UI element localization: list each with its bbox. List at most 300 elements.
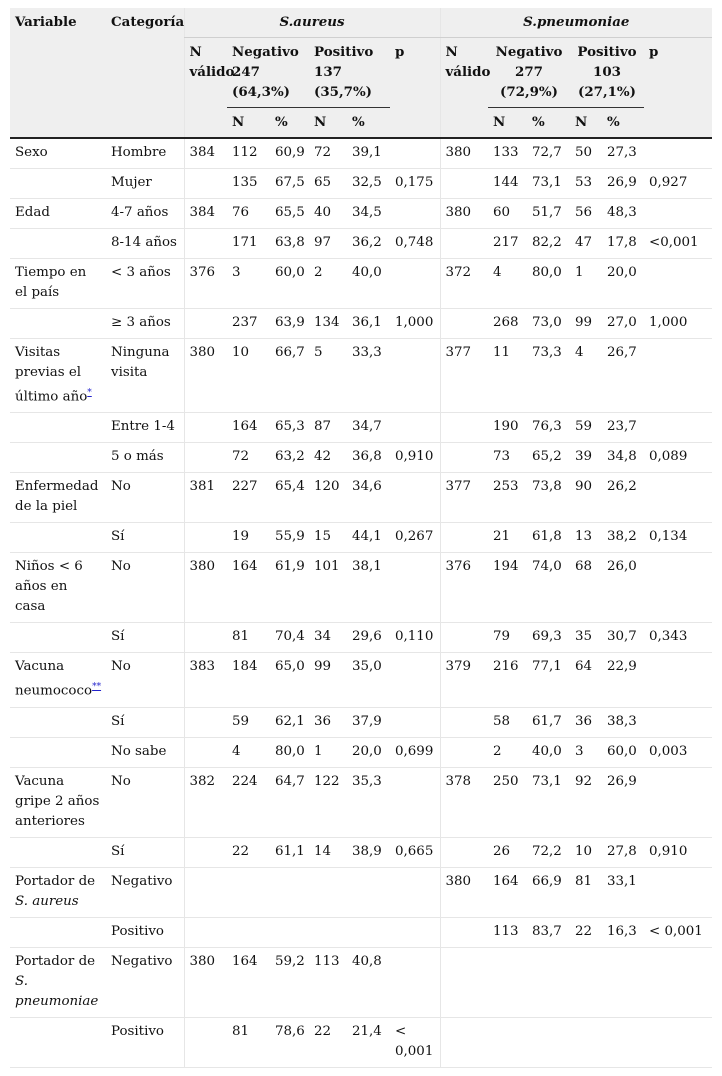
table-cell: 34,6 (347, 473, 390, 523)
table-row (10, 523, 712, 553)
header-sp-n-valido: N válido (440, 38, 488, 108)
table-row (10, 339, 712, 413)
table-cell: 50 (570, 138, 602, 169)
table-cell: 44,1 (347, 523, 390, 553)
table-cell: 33,3 (347, 339, 390, 413)
table-cell: 1,000 (390, 309, 440, 339)
header-sa-p: p (390, 38, 440, 108)
table-cell: 48,3 (602, 199, 644, 229)
table-cell: 38,1 (347, 553, 390, 623)
table-row (10, 837, 712, 867)
table-cell: 237 (227, 309, 270, 339)
table-cell (440, 413, 488, 443)
table-cell (440, 169, 488, 199)
table-cell: 0,089 (644, 443, 712, 473)
table-cell: 64,7 (270, 767, 309, 837)
table-row (10, 867, 712, 917)
table-cell: 4 (488, 259, 527, 309)
table-cell: Vacuna gripe 2 años anteriores (10, 767, 106, 837)
table-cell: 60,0 (270, 259, 309, 309)
table-cell: 4 (570, 339, 602, 413)
table-cell: 55,9 (270, 523, 309, 553)
table-cell: No (106, 653, 184, 707)
table-cell: 59,2 (270, 947, 309, 1017)
table-cell: 73,0 (527, 309, 570, 339)
table-cell: 73,1 (527, 169, 570, 199)
table-cell: 59 (227, 707, 270, 737)
table-cell: 253 (488, 473, 527, 523)
table-cell: 372 (440, 259, 488, 309)
table-cell (390, 917, 440, 947)
table-cell (10, 737, 106, 767)
table-cell: 76,3 (527, 413, 570, 443)
table-cell: 164 (227, 413, 270, 443)
header-n: N (570, 108, 602, 139)
table-cell: Sí (106, 707, 184, 737)
table-cell: 164 (227, 947, 270, 1017)
table-cell: 73,1 (527, 767, 570, 837)
header-pct: % (602, 108, 644, 139)
table-cell (440, 623, 488, 653)
table-cell: 376 (440, 553, 488, 623)
table-cell: 51,7 (527, 199, 570, 229)
table-cell: 3 (570, 737, 602, 767)
table-cell: Portador de S. pneumoniae (10, 947, 106, 1017)
footnote-link[interactable]: ** (92, 682, 102, 693)
table-cell (390, 947, 440, 1017)
table-cell: 26,7 (602, 339, 644, 413)
table-cell (390, 653, 440, 707)
table-cell: 216 (488, 653, 527, 707)
table-cell (644, 1017, 712, 1067)
table-cell: 2 (309, 259, 347, 309)
table-cell: 61,8 (527, 523, 570, 553)
table-cell: 40 (309, 199, 347, 229)
table-cell: 378 (440, 767, 488, 837)
table-cell: No (106, 767, 184, 837)
table-cell: Vacuna neumococo** (10, 653, 106, 707)
table-cell: 63,9 (270, 309, 309, 339)
table-cell: 37,9 (347, 707, 390, 737)
table-cell: 10 (227, 339, 270, 413)
table-cell (644, 473, 712, 523)
table-cell: 36,1 (347, 309, 390, 339)
table-cell: 376 (184, 259, 227, 309)
table-cell: 65,5 (270, 199, 309, 229)
table-cell (644, 653, 712, 707)
table-row (10, 259, 712, 309)
table-cell: Entre 1-4 (106, 413, 184, 443)
table-cell (184, 1017, 227, 1067)
table-cell: 83,7 (527, 917, 570, 947)
table-cell (390, 553, 440, 623)
table-cell (227, 917, 270, 947)
table-cell: 379 (440, 653, 488, 707)
table-cell: 74,0 (527, 553, 570, 623)
table-cell (10, 309, 106, 339)
table-cell: 56 (570, 199, 602, 229)
table-cell: 82,2 (527, 229, 570, 259)
table-cell: Visitas previas el último año* (10, 339, 106, 413)
table-cell (440, 947, 488, 1017)
table-cell (644, 199, 712, 229)
table-cell: 5 o más (106, 443, 184, 473)
table-cell: 36 (570, 707, 602, 737)
table-cell: 72 (227, 443, 270, 473)
table-cell: Positivo (106, 917, 184, 947)
table-cell: 11 (488, 339, 527, 413)
table-cell: 58 (488, 707, 527, 737)
table-cell: < 0,001 (390, 1017, 440, 1067)
table-cell (440, 443, 488, 473)
table-cell: 87 (309, 413, 347, 443)
table-cell: 164 (488, 867, 527, 917)
table-cell: 120 (309, 473, 347, 523)
table-cell (644, 413, 712, 443)
table-cell (644, 259, 712, 309)
table-cell: 380 (440, 867, 488, 917)
table-cell: < 0,001 (644, 917, 712, 947)
table-cell: 383 (184, 653, 227, 707)
table-cell: < 3 años (106, 259, 184, 309)
table-cell: 2 (488, 737, 527, 767)
table-cell: 1,000 (644, 309, 712, 339)
table-row (10, 1017, 712, 1067)
table-cell: 79 (488, 623, 527, 653)
table-cell (10, 837, 106, 867)
table-cell: 0,748 (390, 229, 440, 259)
table-cell: Niños < 6 años en casa (10, 553, 106, 623)
table-cell: 34 (309, 623, 347, 653)
table-cell (390, 339, 440, 413)
table-cell: 384 (184, 138, 227, 169)
table-cell: 72 (309, 138, 347, 169)
table-cell: 1 (570, 259, 602, 309)
table-cell (390, 199, 440, 229)
table-cell: 99 (570, 309, 602, 339)
table-cell: 227 (227, 473, 270, 523)
table-cell: 40,0 (347, 259, 390, 309)
table-cell: 250 (488, 767, 527, 837)
table-cell: 39,1 (347, 138, 390, 169)
header-n: N (227, 108, 270, 139)
table-cell: 23,7 (602, 413, 644, 443)
table-cell (644, 867, 712, 917)
table-cell: 61,1 (270, 837, 309, 867)
table-cell (270, 917, 309, 947)
table-cell (527, 947, 570, 1017)
table-cell: Portador de S. aureus (10, 867, 106, 917)
header-n: N (488, 108, 527, 139)
header-pct: % (527, 108, 570, 139)
table-cell: 194 (488, 553, 527, 623)
table-body (10, 138, 712, 1067)
table-cell: Positivo (106, 1017, 184, 1067)
table-cell (644, 339, 712, 413)
table-cell: 22 (309, 1017, 347, 1067)
table-cell: 26,9 (602, 169, 644, 199)
table-row (10, 413, 712, 443)
header-n: N (309, 108, 347, 139)
results-table (10, 8, 712, 1068)
table-cell: 0,175 (390, 169, 440, 199)
table-cell (309, 917, 347, 947)
table-row (10, 309, 712, 339)
table-cell: 63,2 (270, 443, 309, 473)
table-cell (309, 867, 347, 917)
table-cell: <0,001 (644, 229, 712, 259)
table-cell: 382 (184, 767, 227, 837)
table-cell: 380 (184, 947, 227, 1017)
table-cell (527, 1017, 570, 1067)
table-cell (10, 229, 106, 259)
table-cell (10, 623, 106, 653)
table-cell (440, 523, 488, 553)
table-cell: 113 (488, 917, 527, 947)
table-cell: 27,3 (602, 138, 644, 169)
table-cell: 27,8 (602, 837, 644, 867)
table-cell: 144 (488, 169, 527, 199)
table-cell: 13 (570, 523, 602, 553)
table-row (10, 473, 712, 523)
table-cell: 3 (227, 259, 270, 309)
table-cell (347, 867, 390, 917)
table-cell: 32,5 (347, 169, 390, 199)
table-cell (184, 443, 227, 473)
table-cell: 0,927 (644, 169, 712, 199)
table-cell: 15 (309, 523, 347, 553)
table-cell: 36,8 (347, 443, 390, 473)
table-cell: 26,9 (602, 767, 644, 837)
table-cell: ≥ 3 años (106, 309, 184, 339)
table-cell: 36 (309, 707, 347, 737)
table-cell: 97 (309, 229, 347, 259)
table-cell: 26,0 (602, 553, 644, 623)
table-cell: Enfermedad de la piel (10, 473, 106, 523)
table-cell: 164 (227, 553, 270, 623)
table-cell (644, 138, 712, 169)
table-cell: 22,9 (602, 653, 644, 707)
table-cell: 20,0 (602, 259, 644, 309)
table-cell (390, 867, 440, 917)
table-cell (440, 707, 488, 737)
table-cell: Ninguna visita (106, 339, 184, 413)
table-cell: 65,4 (270, 473, 309, 523)
table-cell (227, 867, 270, 917)
table-cell (10, 917, 106, 947)
table-cell: 90 (570, 473, 602, 523)
table-cell: 21 (488, 523, 527, 553)
table-cell: 53 (570, 169, 602, 199)
table-cell: No (106, 473, 184, 523)
table-cell: 0,134 (644, 523, 712, 553)
header-s-pneumoniae: S.pneumoniae (440, 8, 712, 38)
table-cell (10, 707, 106, 737)
table-cell: 17,8 (602, 229, 644, 259)
table-cell: 20,0 (347, 737, 390, 767)
table-cell (390, 473, 440, 523)
table-cell: 80,0 (527, 259, 570, 309)
table-cell (390, 259, 440, 309)
table-cell: Sí (106, 837, 184, 867)
table-cell: 65,3 (270, 413, 309, 443)
table-cell: 224 (227, 767, 270, 837)
table-cell (390, 413, 440, 443)
table-cell: 380 (440, 199, 488, 229)
table-cell: Sí (106, 523, 184, 553)
table-cell (184, 837, 227, 867)
table-cell (488, 947, 527, 1017)
table-cell: 64 (570, 653, 602, 707)
table-cell: 4-7 años (106, 199, 184, 229)
table-cell: No sabe (106, 737, 184, 767)
table-cell: Sexo (10, 138, 106, 169)
header-sa-positivo: Positivo 137 (35,7%) (309, 38, 390, 108)
table-cell (10, 169, 106, 199)
table-cell: 0,699 (390, 737, 440, 767)
table-cell: 5 (309, 339, 347, 413)
table-cell (10, 523, 106, 553)
table-cell: 60 (488, 199, 527, 229)
header-variable: Variable (10, 8, 106, 108)
table-cell: 59 (570, 413, 602, 443)
table-row (10, 169, 712, 199)
table-cell: 61,7 (527, 707, 570, 737)
table-cell: 29,6 (347, 623, 390, 653)
table-cell (440, 837, 488, 867)
table-cell: 62,1 (270, 707, 309, 737)
table-cell: 0,003 (644, 737, 712, 767)
table-cell: 40,0 (527, 737, 570, 767)
table-cell: 184 (227, 653, 270, 707)
table-cell (10, 443, 106, 473)
table-cell: 40,8 (347, 947, 390, 1017)
table-cell: 22 (227, 837, 270, 867)
table-row (10, 229, 712, 259)
table-cell: 99 (309, 653, 347, 707)
table-cell: 380 (184, 553, 227, 623)
table-cell: 171 (227, 229, 270, 259)
table-cell: Negativo (106, 947, 184, 1017)
table-cell (440, 309, 488, 339)
table-cell (644, 947, 712, 1017)
table-cell (440, 917, 488, 947)
table-cell: 72,2 (527, 837, 570, 867)
table-row (10, 138, 712, 169)
table-cell: 65,2 (527, 443, 570, 473)
header-sp-p: p (644, 38, 712, 108)
table-cell: 135 (227, 169, 270, 199)
table-cell: 72,7 (527, 138, 570, 169)
table-cell: Mujer (106, 169, 184, 199)
table-cell: 70,4 (270, 623, 309, 653)
table-cell: Edad (10, 199, 106, 229)
table-cell: 4 (227, 737, 270, 767)
table-cell: 217 (488, 229, 527, 259)
table-cell (602, 1017, 644, 1067)
table-cell: 38,2 (602, 523, 644, 553)
table-row (10, 707, 712, 737)
table-cell: 73 (488, 443, 527, 473)
table-cell: 38,3 (602, 707, 644, 737)
table-cell: 134 (309, 309, 347, 339)
table-cell (644, 767, 712, 837)
table-cell: Hombre (106, 138, 184, 169)
footnote-link[interactable]: * (87, 388, 92, 398)
table-cell: 1 (309, 737, 347, 767)
table-cell (10, 413, 106, 443)
table-cell (440, 1017, 488, 1067)
table-row (10, 767, 712, 837)
table-cell (184, 229, 227, 259)
table-cell: 0,910 (390, 443, 440, 473)
table-cell: 34,5 (347, 199, 390, 229)
table-cell: 81 (570, 867, 602, 917)
header-sa-negativo: Negativo 247 (64,3%) (227, 38, 309, 108)
table-row (10, 443, 712, 473)
table-cell (440, 229, 488, 259)
table-cell: 0,910 (644, 837, 712, 867)
table-cell (390, 138, 440, 169)
table-cell: 76 (227, 199, 270, 229)
table-cell: 92 (570, 767, 602, 837)
table-row (10, 199, 712, 229)
table-cell (184, 523, 227, 553)
table-cell (390, 707, 440, 737)
table-cell (347, 917, 390, 947)
table-cell: 112 (227, 138, 270, 169)
table-cell (644, 553, 712, 623)
table-cell: 36,2 (347, 229, 390, 259)
table-cell: 34,8 (602, 443, 644, 473)
table-cell: 16,3 (602, 917, 644, 947)
table-cell: 8-14 años (106, 229, 184, 259)
table-cell (10, 1017, 106, 1067)
table-cell: 35,0 (347, 653, 390, 707)
table-cell: 78,6 (270, 1017, 309, 1067)
table-cell (184, 169, 227, 199)
table-cell: 42 (309, 443, 347, 473)
table-cell: 65 (309, 169, 347, 199)
table-cell: 66,7 (270, 339, 309, 413)
table-cell: Tiempo en el país (10, 259, 106, 309)
table-cell (570, 947, 602, 1017)
table-cell: 122 (309, 767, 347, 837)
table-cell (184, 707, 227, 737)
table-cell (602, 947, 644, 1017)
table-cell: 68 (570, 553, 602, 623)
table-cell: 377 (440, 339, 488, 413)
table-cell: 14 (309, 837, 347, 867)
table-cell: 65,0 (270, 653, 309, 707)
table-row (10, 653, 712, 707)
table-row (10, 917, 712, 947)
table-cell: 377 (440, 473, 488, 523)
table-cell: 0,110 (390, 623, 440, 653)
table-row (10, 947, 712, 1017)
table-cell (184, 413, 227, 443)
table-cell: 80,0 (270, 737, 309, 767)
table-cell: 21,4 (347, 1017, 390, 1067)
table-cell (270, 867, 309, 917)
table-row (10, 553, 712, 623)
table-row (10, 623, 712, 653)
table-cell: 81 (227, 1017, 270, 1067)
table-cell (184, 737, 227, 767)
header-s-aureus: S.aureus (184, 8, 440, 38)
header-categoria: Categoría (106, 8, 184, 108)
table-cell: 39 (570, 443, 602, 473)
